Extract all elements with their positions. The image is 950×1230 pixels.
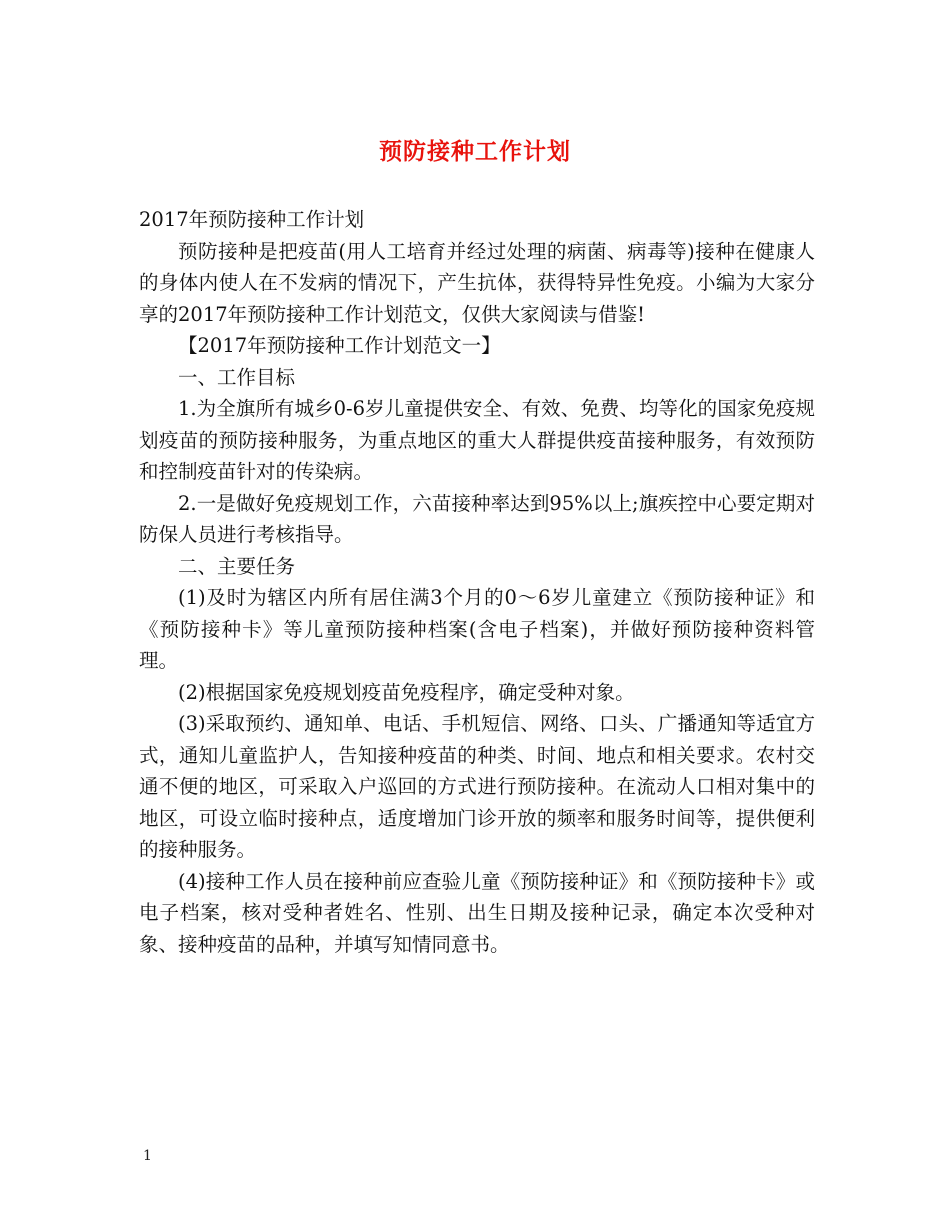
page-number: 1 [143, 1148, 152, 1164]
document-title: 预防接种工作计划 [379, 138, 571, 165]
intro-paragraph: 预防接种是把疫苗(用人工培育并经过处理的病菌、病毒等)接种在健康人的身体内使人在不发病的情况下，产生抗体，获得特异性免疫。小编为大家分享的2017年预防接种工作计划范文，仅供大家阅读与借鉴! [139, 239, 815, 326]
heading-work-goals: 一、工作目标 [178, 365, 296, 389]
goal-item-1: 1.为全旗所有城乡0-6岁儿童提供安全、有效、免费、均等化的国家免疫规划疫苗的预防接种服务，为重点地区的重大人群提供疫苗接种服务，有效预防和控制疫苗针对的传染病。 [139, 397, 815, 483]
task-item-3: (3)采取预约、通知单、电话、手机短信、网络、口头、广播通知等适宜方式，通知儿童监护人，告知接种疫苗的种类、时间、地点和相关要求。农村交通不便的地区，可采取入户巡回的方式进行预防接种。在流动人口相对集中的地区，可设立临时接种点，适度增加门诊开放的频率和服务时间等，提供便利的接种服务。 [139, 712, 815, 861]
document-body [139, 204, 815, 960]
goal-item-2: 2.一是做好免疫规划工作，六苗接种率达到95%以上;旗疾控中心要定期对防保人员进行考核指导。 [139, 491, 815, 546]
section-heading-sample-one: 【2017年预防接种工作计划范文一】 [178, 334, 501, 357]
subtitle-line: 2017年预防接种工作计划 [139, 208, 365, 231]
heading-main-tasks: 二、主要任务 [178, 554, 296, 578]
task-item-1: (1)及时为辖区内所有居住满3个月的0～6岁儿童建立《预防接种证》和《预防接种卡》等儿童预防接种档案(含电子档案)，并做好预防接种资料管理。 [139, 586, 815, 672]
task-item-4: (4)接种工作人员在接种前应查验儿童《预防接种证》和《预防接种卡》或电子档案，核对受种者姓名、性别、出生日期及接种记录，确定本次受种对象、接种疫苗的品种，并填写知情同意书。 [139, 869, 815, 956]
task-item-2: (2)根据国家免疫规划疫苗免疫程序，确定受种对象。 [178, 680, 635, 704]
